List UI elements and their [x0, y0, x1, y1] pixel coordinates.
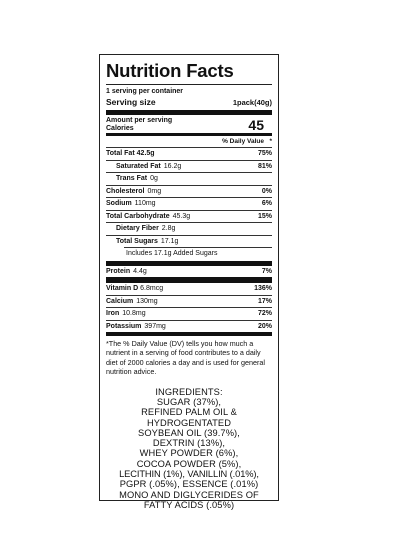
ingredients-line: LECITHIN (1%), VANILLIN (.01%), [119, 469, 259, 479]
ingredients-line: DEXTRIN (13%), [152, 438, 226, 449]
ingredients-line: SOYBEAN OIL (39.7%), [138, 427, 240, 438]
nutrient-dv: 7% [261, 267, 272, 275]
nutrient-amount: 0g [150, 175, 158, 182]
nutrient-row-total-carbohydrate [106, 210, 272, 223]
nutrient-row-vitamin-d [106, 283, 272, 295]
added-sugars-text: Includes 17.1g Added Sugars [124, 247, 272, 260]
nutrient-dv: 17% [257, 297, 272, 305]
nutrient-amount: 6.8mcg [140, 285, 164, 292]
nutrient-name: Cholesterol [106, 187, 145, 195]
nutrient-amount: 110mg [134, 200, 156, 207]
nutrient-name: Sodium [106, 200, 132, 207]
nutrient-amount: 17.1g [160, 237, 179, 245]
serving-size-row [106, 96, 272, 109]
nutrient-name: Total Carbohydrate [106, 212, 170, 220]
nutrient-dv: 75% [257, 150, 272, 157]
nutrient-dv: 81% [257, 162, 272, 170]
ingredients-line: MONO AND DIGLYCERIDES OF [119, 489, 259, 500]
nutrient-row-total-sugars [106, 235, 272, 248]
nutrient-name: Protein [106, 267, 131, 275]
nutrient-dv: 136% [254, 285, 272, 292]
daily-value-footnote: *The % Daily Value (DV) tells you how much a nutrient in a serving of food contributes to a daily diet of 2000 calories a day and is used for general nutrition advice. [106, 339, 266, 377]
calories-value: 45 [248, 117, 264, 133]
label-title: Nutrition Facts [106, 60, 234, 81]
nutrient-amount: 2.8g [161, 225, 176, 232]
nutrient-row-sodium [106, 197, 272, 210]
nutrient-row-dietary-fiber [106, 222, 272, 235]
nutrient-amount: 4.4g [133, 267, 147, 275]
nutrient-row-added-sugars [106, 247, 272, 260]
nutrient-name: Iron [106, 310, 120, 317]
daily-value-star: * [269, 138, 272, 145]
nutrient-name: Trans Fat [116, 175, 148, 182]
ingredients-line: SUGAR (37%), [156, 396, 222, 407]
nutrient-row-total-fat [106, 147, 272, 160]
calories-label: Calories [106, 125, 134, 132]
calories-row [106, 117, 272, 133]
nutrient-name: Total Sugars [116, 237, 158, 245]
nutrient-dv: 0% [261, 187, 272, 195]
nutrient-row-protein [106, 266, 272, 278]
footnote-divider [106, 332, 272, 336]
nutrient-row-calcium [106, 295, 272, 308]
ingredients-line: WHEY POWDER (6%), [139, 448, 239, 459]
nutrient-row-potassium [106, 320, 272, 333]
amount-per-serving: Amount per serving [106, 117, 173, 124]
nutrition-facts-label [99, 54, 279, 510]
nutrient-amount: 10.8mg [122, 310, 146, 317]
daily-value-header [106, 136, 272, 147]
ingredients-title: INGREDIENTS: [155, 386, 223, 397]
nutrient-dv: 15% [257, 212, 272, 220]
nutrient-dv: 72% [257, 310, 272, 317]
nutrient-name: Total Fat [106, 150, 135, 157]
nutrient-dv: 20% [257, 322, 272, 330]
daily-value-header-text: % Daily Value [222, 138, 264, 145]
ingredients-line: HYDROGENTATED [146, 417, 232, 428]
nutrient-name: Saturated Fat [116, 162, 161, 170]
nutrient-name: Vitamin D [106, 285, 139, 292]
nutrient-row-saturated-fat [106, 160, 272, 173]
ingredients-block [106, 387, 272, 511]
ingredients-line: FATTY ACIDS (.05%) [143, 499, 235, 510]
nutrient-dv: 6% [261, 200, 272, 207]
nutrient-row-trans-fat [106, 172, 272, 185]
serving-size-label: Serving size [106, 97, 156, 107]
title-divider [106, 84, 272, 85]
ingredients-line: REFINED PALM OIL & [141, 407, 237, 418]
ingredients-line: PGPR (.05%), ESSENCE (.01%) [119, 479, 259, 490]
nutrient-name: Potassium [106, 322, 142, 330]
nutrient-amount: 130mg [136, 297, 158, 305]
nutrient-amount: 397mg [144, 322, 166, 330]
serving-size-value: 1pack(40g) [232, 98, 272, 107]
nutrient-name: Dietary Fiber [116, 225, 159, 232]
nutrient-name: Calcium [106, 297, 134, 305]
nutrient-amount: 45.3g [172, 212, 191, 220]
nutrient-amount: 0mg [147, 187, 162, 195]
nutrient-row-cholesterol [106, 185, 272, 198]
nutrient-amount: 16.2g [163, 162, 182, 170]
nutrient-amount: 42.5g [136, 150, 155, 157]
ingredients-line: COCOA POWDER (5%), [136, 458, 242, 469]
thick-divider [106, 110, 272, 115]
calories-labels [106, 117, 172, 133]
servings-per-container: 1 serving per container [106, 88, 184, 95]
nutrient-row-iron [106, 307, 272, 320]
